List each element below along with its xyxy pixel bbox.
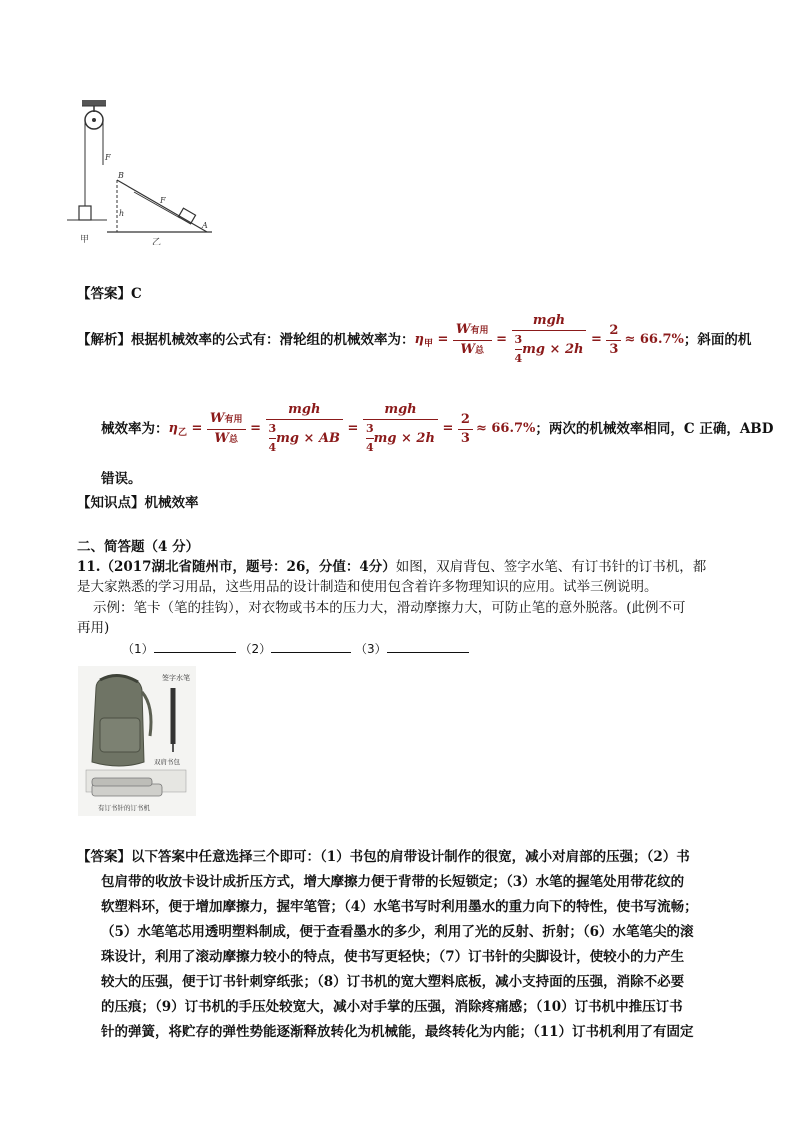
label-B: B (118, 171, 124, 180)
analysis-tail-1: ；斜面的机 (683, 332, 752, 348)
answer-2-line-2: 软塑料环，便于增加摩擦力，握牢笔管；（4）水笔书写时利用墨水的重力向下的特性，使书写流畅； (101, 899, 698, 915)
w-ratio-frac-2 (207, 410, 246, 449)
mgh-2h-frac (363, 401, 438, 457)
answer-1-tag: 【答案】 (77, 286, 131, 302)
w-ratio-frac (453, 321, 492, 360)
mgh-num-3: mgh (384, 402, 417, 417)
three-quarter-frac-2 (269, 420, 277, 457)
eta-jia-symbol: η (414, 332, 424, 347)
pulley-incline-svg (62, 100, 217, 245)
q11-prefix: 11.（2017湖北省随州市，题号：26，分值：4分） (77, 559, 396, 575)
answer-1 (77, 284, 142, 304)
blank-3[interactable] (387, 652, 469, 653)
q11-blanks (122, 639, 469, 659)
analysis-line2-lead: 械效率为： (101, 421, 169, 437)
blank-3-label: （3） (354, 642, 387, 656)
w-total: W (460, 341, 476, 357)
tq-den: 4 (514, 352, 523, 365)
answer-2-line-7: 针的弹簧，将贮存的弹性势能逐渐释放转化为机械能，最终转化为内能；（11）订书机利用了有固定 (101, 1024, 694, 1040)
analysis-line-2 (101, 398, 773, 460)
analysis-lead: 根据机械效率的公式有：滑轮组的机械效率为： (131, 332, 415, 348)
tq-num-2: 3 (268, 422, 277, 435)
blank-1-label: （1） (122, 642, 154, 656)
w-total-sub: 总 (475, 345, 485, 356)
two-thirds-frac-2 (458, 411, 473, 448)
mgh-frac (512, 312, 587, 368)
section-2-title: 二、简答题（4 分） (77, 539, 200, 555)
analysis-line-3: 错误。 (101, 471, 142, 487)
w-useful-sub: 有用 (470, 325, 489, 336)
mg-2h-2: mg × 2h (373, 430, 435, 446)
mg-2h: mg × 2h (522, 341, 584, 357)
tq-num-3: 3 (365, 422, 374, 435)
analysis-line-1 (77, 313, 752, 365)
knowledge-tag: 【知识点】 (77, 495, 145, 511)
mgh-num: mgh (532, 313, 566, 328)
blank-2-label: （2） (239, 642, 272, 656)
approx-1: ≈ 66.7% (624, 332, 684, 347)
analysis-tail-2: ；两次的机械效率相同，C 正确，ABD (535, 421, 774, 437)
eta-yi-sub: 乙 (177, 428, 187, 438)
tq-den-3: 4 (365, 441, 374, 454)
pulley-incline-figure (62, 100, 217, 245)
answer-2-line-5: 较大的压强，便于订书针刺穿纸张；（8）订书机的宽大塑料底板，减小支持面的压强，消除不必要 (101, 974, 685, 990)
two-thirds-frac (606, 322, 621, 359)
q11-body-1: 如图，双肩背包、签字水笔、有订书针的订书机，都 (395, 559, 707, 575)
eta-yi-formula: η 乙 = $\frac{\text{W有用}}{\text{W总}}$ = mgh $\frac{3}{4}$ mg × AB = mgh $\frac{3}{4}$ mg × 2h = $\frac{2}{3}$ ≈ 66.7% (169, 401, 536, 457)
analysis-tag: 【解析】 (77, 332, 131, 348)
three-quarter-frac (515, 331, 523, 368)
label-pen: 签字水笔 (162, 674, 190, 682)
label-F1: F (105, 153, 111, 162)
tt-num-2: 2 (460, 411, 470, 427)
school-supplies-svg (78, 666, 196, 816)
label-A: A (202, 221, 208, 230)
w-total-2: W (214, 430, 230, 446)
three-quarter-frac-3 (366, 420, 374, 457)
label-stapler: 有订书针的订书机 (98, 804, 150, 812)
tq-den-2: 4 (268, 441, 277, 454)
q11-line-2: 是大家熟悉的学习用品，这些用品的设计制造和使用包含着许多物理知识的应用。试举三例说明。 (77, 579, 658, 595)
q11-line-1 (77, 557, 706, 577)
knowledge-point-1 (77, 493, 199, 513)
tq-num: 3 (514, 333, 523, 346)
school-supplies-figure (78, 666, 196, 816)
label-h: h (119, 209, 125, 218)
w-useful-2: W (209, 410, 225, 426)
mgh-num-2: mgh (288, 402, 321, 417)
answer-2-line-1: 包肩带的收放卡设计成折压方式，增大摩擦力便于背带的长短锁定；（3）水笔的握笔处用带花纹的 (101, 874, 685, 890)
tt-den: 3 (609, 341, 619, 357)
eta-jia-sub: 甲 (423, 339, 433, 349)
blank-2[interactable] (271, 652, 351, 653)
tt-den-2: 3 (460, 430, 470, 446)
blank-1[interactable] (154, 652, 236, 653)
answer-2-text-0: 以下答案中任意选择三个即可：（1）书包的肩带设计制作的很宽，减小对肩部的压强；（2）书 (131, 849, 690, 865)
w-useful: W (455, 321, 471, 337)
answer-1-value: C (131, 286, 142, 302)
knowledge-value: 机械效率 (144, 495, 199, 511)
answer-2-line-3: （5）水笔笔芯用透明塑料制成，便于查看墨水的多少，利用了光的反射、折射；（6）水笔笔尖的滚 (101, 924, 694, 940)
label-bag: 双肩书包 (154, 758, 180, 766)
answer-2-line-4: 珠设计，利用了滚动摩擦力较小的特点，使书写更轻快；（7）订书针的尖脚设计，使较小的力产生 (101, 949, 685, 965)
mg-ab: mg × AB (276, 430, 341, 446)
w-useful-sub-2: 有用 (224, 414, 243, 425)
mgh-ab-frac (266, 401, 344, 457)
label-jia: 甲 (80, 235, 90, 245)
label-yi: 乙 (152, 238, 162, 245)
answer-2-line-6: 的压痕；（9）订书机的手压处较宽大，减小对手掌的压强，消除疼痛感；（10）订书机中推压订书 (101, 999, 683, 1015)
eta-jia-formula: η 甲 = $\frac{\text{W有用}}{\text{W总}}$ = mgh $\frac{3}{4}$ mg × 2h = $\frac{2}{3}$ ≈ 66.7% (415, 312, 684, 368)
answer-2-tag: 【答案】 (77, 849, 131, 865)
answer-2-line-0 (77, 845, 690, 870)
eta-yi-symbol: η (168, 421, 178, 436)
label-F2: F (160, 196, 166, 205)
approx-2: ≈ 66.7% (475, 421, 536, 436)
w-total-sub-2: 总 (229, 434, 239, 445)
q11-example-line-1: 示例：笔卡（笔的挂钩），对衣物或书本的压力大，滑动摩擦力大，可防止笔的意外脱落。(此例不可 (93, 600, 686, 616)
tt-num: 2 (609, 322, 619, 338)
q11-example-line-2: 再用) (77, 620, 110, 636)
